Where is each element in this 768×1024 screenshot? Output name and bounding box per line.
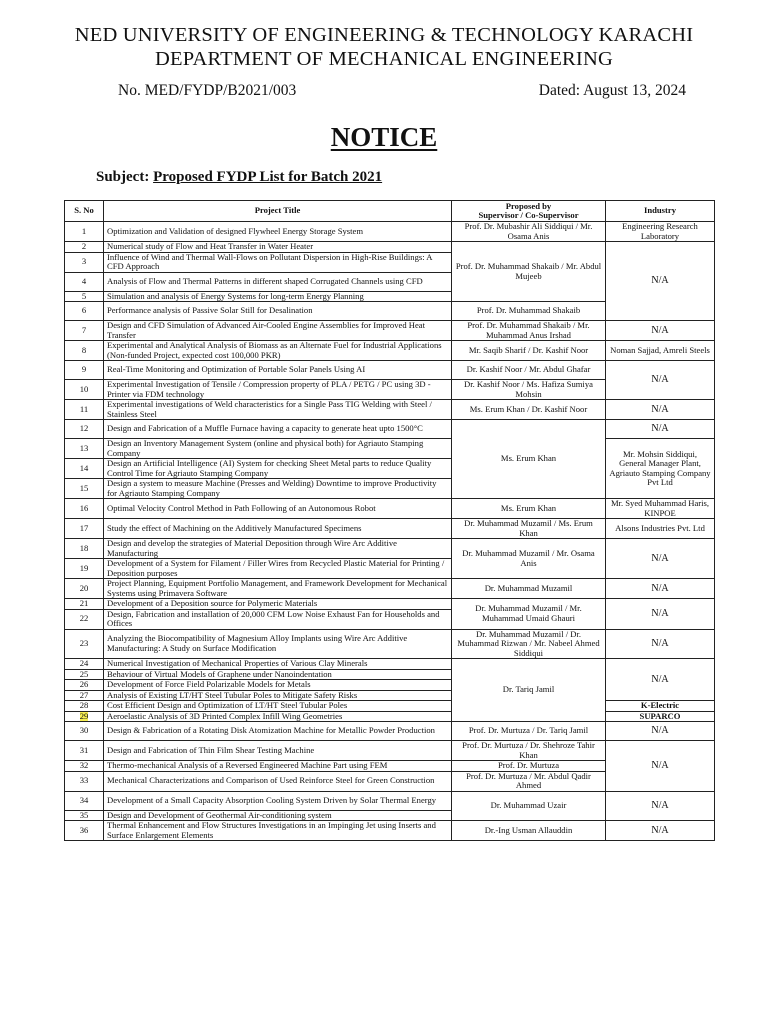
- project-title: Analyzing the Biocompatibility of Magnesium Alloy Implants using Wire Arc Additive Manufacturing: A Study on Surface Modification: [104, 629, 452, 659]
- row-number: 14: [65, 459, 104, 479]
- project-title: Real-Time Monitoring and Optimization of Portable Solar Panels Using AI: [104, 361, 452, 380]
- project-title: Aeroelastic Analysis of 3D Printed Complex Infill Wing Geometries: [104, 711, 452, 722]
- table-row: [65, 222, 715, 242]
- header-industry: Industry: [606, 201, 715, 222]
- supervisor-cell: Dr. Muhammad Muzamil / Mr. Osama Anis: [452, 539, 606, 579]
- project-title: Analysis of Flow and Thermal Patterns in different shaped Corrugated Channels using CFD: [104, 272, 452, 291]
- project-title: Design and Fabrication of Thin Film Shear Testing Machine: [104, 741, 452, 761]
- supervisor-cell: Prof. Dr. Murtuza / Dr. Tariq Jamil: [452, 722, 606, 741]
- table-row: [65, 791, 715, 810]
- table-row: [65, 361, 715, 380]
- table-row: [65, 722, 715, 741]
- table-row: [65, 821, 715, 841]
- header-supervisor-line2: Supervisor / Co-Supervisor: [478, 210, 579, 220]
- table-row: [65, 741, 715, 761]
- table-row: [65, 519, 715, 539]
- row-number: 26: [65, 680, 104, 691]
- row-number: 22: [65, 609, 104, 629]
- header-supervisor: [452, 201, 606, 222]
- supervisor-cell: Ms. Erum Khan: [452, 499, 606, 519]
- row-number: 6: [65, 302, 104, 321]
- project-title: Design, Fabrication and installation of 20,000 CFM Low Noise Exhaust Fan for Households and Offices: [104, 609, 452, 629]
- row-number: 15: [65, 479, 104, 499]
- industry-cell: Engineering Research Laboratory: [606, 222, 715, 242]
- notice-date: Dated: August 13, 2024: [538, 82, 686, 99]
- table-row: [65, 659, 715, 670]
- industry-cell: Mr. Syed Muhammad Haris, KINPOE: [606, 499, 715, 519]
- industry-cell: N/A: [606, 579, 715, 599]
- row-number: 10: [65, 380, 104, 400]
- industry-cell: N/A: [606, 722, 715, 741]
- row-number: 7: [65, 321, 104, 341]
- project-title: Simulation and analysis of Energy Systems for long-term Energy Planning: [104, 291, 452, 302]
- table-row: [65, 341, 715, 361]
- row-number: 17: [65, 519, 104, 539]
- row-number: 30: [65, 722, 104, 741]
- row-number: 36: [65, 821, 104, 841]
- table-row: [65, 400, 715, 420]
- project-title: Thermal Enhancement and Flow Structures Investigations in an Impinging Jet using Inserts and Surface Enlargement Elements: [104, 821, 452, 841]
- notice-heading: [0, 122, 768, 153]
- row-number: 12: [65, 420, 104, 439]
- project-title: Experimental and Analytical Analysis of Biomass as an Alternate Fuel for Industrial Applications (Non-funded Project, expected cost 100,000 PKR): [104, 341, 452, 361]
- table-row: [65, 439, 715, 459]
- row-number: 20: [65, 579, 104, 599]
- header-supervisor-line1: Proposed by: [505, 200, 552, 211]
- row-number: 27: [65, 690, 104, 701]
- header-project-title: Project Title: [104, 201, 452, 222]
- table-row: [65, 420, 715, 439]
- subject-label: Subject:: [96, 169, 150, 185]
- row-number: 2: [65, 242, 104, 253]
- subject-text: Proposed FYDP List for Batch 2021: [153, 169, 383, 185]
- supervisor-cell: Ms. Erum Khan / Dr. Kashif Noor: [452, 400, 606, 420]
- project-title: Development of a System for Filament / Filler Wires from Recycled Plastic Material for Printing / Deposition purposes: [104, 559, 452, 579]
- table-row: [65, 711, 715, 722]
- project-title: Optimal Velocity Control Method in Path Following of an Autonomous Robot: [104, 499, 452, 519]
- project-title: Design and Development of Geothermal Air-conditioning system: [104, 810, 452, 821]
- row-number: 33: [65, 771, 104, 791]
- row-number: 35: [65, 810, 104, 821]
- row-number: 28: [65, 701, 104, 712]
- project-title: Design & Fabrication of a Rotating Disk Atomization Machine for Metallic Powder Production: [104, 722, 452, 741]
- supervisor-cell: Ms. Erum Khan: [452, 420, 606, 499]
- highlighted-row-number: 29: [79, 711, 89, 721]
- row-number: 3: [65, 252, 104, 272]
- supervisor-cell: Prof. Dr. Murtuza / Dr. Shehroze Tahir Khan: [452, 741, 606, 761]
- project-title: Experimental investigations of Weld characteristics for a Single Pass TIG Welding with Steel / Stainless Steel: [104, 400, 452, 420]
- industry-cell: N/A: [606, 539, 715, 579]
- project-title: Design and Fabrication of a Muffle Furnace having a capacity to generate heat upto 1500°C: [104, 420, 452, 439]
- header-sno: S. No: [65, 201, 104, 222]
- row-number: 18: [65, 539, 104, 559]
- row-number: 34: [65, 791, 104, 810]
- industry-cell: Mr. Mohsin Siddiqui, General Manager Plant, Agriauto Stamping Company Pvt Ltd: [606, 439, 715, 499]
- table-row: [65, 629, 715, 659]
- industry-cell: Noman Sajjad, Amreli Steels: [606, 341, 715, 361]
- industry-cell: SUPARCO: [606, 711, 715, 722]
- university-name: NED UNIVERSITY OF ENGINEERING & TECHNOLOGY KARACHI: [74, 24, 694, 46]
- row-number: 25: [65, 669, 104, 680]
- supervisor-cell: Prof. Dr. Murtuza / Mr. Abdul Qadir Ahmed: [452, 771, 606, 791]
- supervisor-cell: Dr. Muhammad Muzamil / Mr. Muhammad Umaid Ghauri: [452, 599, 606, 630]
- industry-cell: Alsons Industries Pvt. Ltd: [606, 519, 715, 539]
- industry-cell: N/A: [606, 242, 715, 321]
- project-title: Cost Efficient Design and Optimization of LT/HT Steel Tubular Poles: [104, 701, 452, 712]
- row-number: 11: [65, 400, 104, 420]
- supervisor-cell: Dr. Kashif Noor / Ms. Hafiza Sumiya Mohsin: [452, 380, 606, 400]
- project-title: Design and CFD Simulation of Advanced Air-Cooled Engine Assemblies for Improved Heat Transfer: [104, 321, 452, 341]
- supervisor-cell: Dr. Tariq Jamil: [452, 659, 606, 722]
- supervisor-cell: Dr. Muhammad Muzamil / Dr. Muhammad Rizwan / Mr. Nabeel Ahmed Siddiqui: [452, 629, 606, 659]
- project-title: Optimization and Validation of designed Flywheel Energy Storage System: [104, 222, 452, 242]
- department-name: DEPARTMENT OF MECHANICAL ENGINEERING: [155, 48, 613, 70]
- row-number: 32: [65, 761, 104, 772]
- table-row: [65, 701, 715, 712]
- row-number: 9: [65, 361, 104, 380]
- row-number: 31: [65, 741, 104, 761]
- industry-cell: N/A: [606, 791, 715, 821]
- project-title: Development of a Small Capacity Absorption Cooling System Driven by Solar Thermal Energy: [104, 791, 452, 810]
- supervisor-cell: Dr.-Ing Usman Allauddin: [452, 821, 606, 841]
- industry-cell: N/A: [606, 400, 715, 420]
- row-number: 8: [65, 341, 104, 361]
- project-title: Design a system to measure Machine (Presses and Welding) Downtime to improve Productivity for Agriauto Stamping Company: [104, 479, 452, 499]
- industry-cell: N/A: [606, 361, 715, 400]
- table-row: [65, 499, 715, 519]
- project-title: Analysis of Existing LT/HT Steel Tubular Poles to Mitigate Safety Risks: [104, 690, 452, 701]
- table-header-row: [65, 201, 715, 222]
- industry-cell: N/A: [606, 741, 715, 792]
- table-row: [65, 599, 715, 610]
- row-number: 19: [65, 559, 104, 579]
- subject-line: [96, 169, 382, 186]
- industry-cell: N/A: [606, 821, 715, 841]
- project-title: Study the effect of Machining on the Additively Manufactured Specimens: [104, 519, 452, 539]
- supervisor-cell: Dr. Muhammad Muzamil / Ms. Erum Khan: [452, 519, 606, 539]
- industry-cell: N/A: [606, 321, 715, 341]
- reference-number: No. MED/FYDP/B2021/003: [118, 82, 297, 99]
- project-title: Design an Inventory Management System (online and physical both) for Agriauto Stamping Company: [104, 439, 452, 459]
- row-number: 5: [65, 291, 104, 302]
- industry-cell: K-Electric: [606, 701, 715, 712]
- row-number: 24: [65, 659, 104, 670]
- row-number: 1: [65, 222, 104, 242]
- table-row: [65, 579, 715, 599]
- supervisor-cell: Prof. Dr. Muhammad Shakaib / Mr. Muhammad Anus Irshad: [452, 321, 606, 341]
- project-title: Development of Force Field Polarizable Models for Metals: [104, 680, 452, 691]
- project-title: Performance analysis of Passive Solar Still for Desalination: [104, 302, 452, 321]
- project-title: Design and develop the strategies of Material Deposition through Wire Arc Additive Manufacturing: [104, 539, 452, 559]
- project-title: Development of a Deposition source for Polymeric Materials: [104, 599, 452, 610]
- table-row: [65, 242, 715, 253]
- supervisor-cell: Mr. Saqib Sharif / Dr. Kashif Noor: [452, 341, 606, 361]
- project-title: Mechanical Characterizations and Comparison of Used Reinforce Steel for Green Construction: [104, 771, 452, 791]
- table-row: [65, 321, 715, 341]
- industry-cell: N/A: [606, 629, 715, 659]
- supervisor-cell: Prof. Dr. Muhammad Shakaib: [452, 302, 606, 321]
- industry-cell: N/A: [606, 659, 715, 701]
- project-title: Behaviour of Virtual Models of Graphene under Nanoindentation: [104, 669, 452, 680]
- row-number: 21: [65, 599, 104, 610]
- row-number: [65, 711, 104, 722]
- project-title: Design an Artificial Intelligence (AI) System for checking Sheet Metal parts to reduce Quality Control Time for Agriauto Stamping Company: [104, 459, 452, 479]
- industry-cell: N/A: [606, 420, 715, 439]
- row-number: 13: [65, 439, 104, 459]
- supervisor-cell: Dr. Kashif Noor / Mr. Abdul Ghafar: [452, 361, 606, 380]
- industry-cell: N/A: [606, 599, 715, 630]
- row-number: 4: [65, 272, 104, 291]
- project-title: Numerical study of Flow and Heat Transfer in Water Heater: [104, 242, 452, 253]
- row-number: 16: [65, 499, 104, 519]
- supervisor-cell: Prof. Dr. Murtuza: [452, 761, 606, 772]
- supervisor-cell: Prof. Dr. Muhammad Shakaib / Mr. Abdul Mujeeb: [452, 242, 606, 302]
- fydp-table: [64, 200, 715, 841]
- project-title: Numerical Investigation of Mechanical Properties of Various Clay Minerals: [104, 659, 452, 670]
- supervisor-cell: Prof. Dr. Mubashir Ali Siddiqui / Mr. Osama Anis: [452, 222, 606, 242]
- row-number: 23: [65, 629, 104, 659]
- supervisor-cell: Dr. Muhammad Muzamil: [452, 579, 606, 599]
- project-title: Thermo-mechanical Analysis of a Reversed Engineered Machine Part using FEM: [104, 761, 452, 772]
- project-title: Experimental Investigation of Tensile / Compression property of PLA / PETG / PC using 3D - Printer via FDM technology: [104, 380, 452, 400]
- project-title: Project Planning, Equipment Portfolio Management, and Framework Development for Mechanical Systems using Primavera Software: [104, 579, 452, 599]
- notice-title: NOTICE: [330, 122, 438, 152]
- table-row: [65, 539, 715, 559]
- project-title: Influence of Wind and Thermal Wall-Flows on Pollutant Dispersion in High-Rise Buildings: A CFD Approach: [104, 252, 452, 272]
- supervisor-cell: Dr. Muhammad Uzair: [452, 791, 606, 821]
